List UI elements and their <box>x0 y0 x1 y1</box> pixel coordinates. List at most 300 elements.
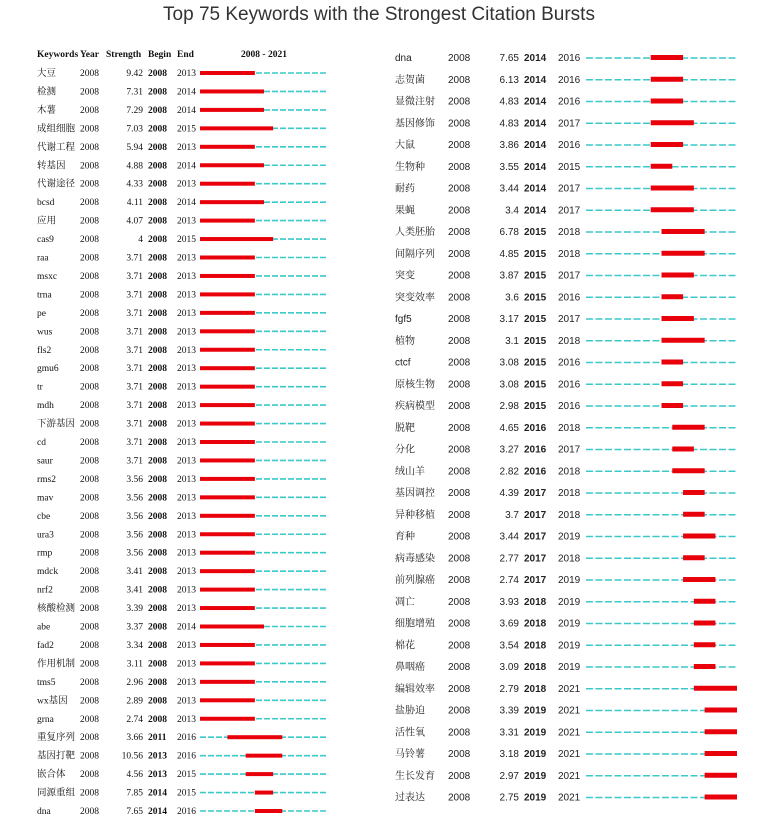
left-keyword: tr <box>37 382 43 393</box>
left-strength: 2.96 <box>126 677 143 688</box>
left-keyword: 代谢途径 <box>37 179 76 190</box>
header-year: Year <box>80 50 99 60</box>
right-year: 2008 <box>448 596 471 608</box>
right-keyword: 脱靶 <box>395 422 415 434</box>
right-year: 2008 <box>448 422 471 434</box>
left-begin: 2008 <box>148 677 167 688</box>
left-begin: 2008 <box>148 142 167 153</box>
right-end: 2016 <box>558 292 581 304</box>
right-keyword: 过表达 <box>395 792 425 804</box>
left-burst-bar <box>200 661 255 665</box>
left-end: 2016 <box>177 733 196 744</box>
right-year: 2008 <box>448 248 471 260</box>
left-strength: 3.56 <box>126 474 143 485</box>
left-year: 2008 <box>80 87 99 98</box>
right-begin: 2014 <box>524 161 547 173</box>
left-begin: 2008 <box>148 198 167 209</box>
right-strength: 2.77 <box>499 553 519 565</box>
right-end: 2021 <box>558 705 581 717</box>
left-begin: 2008 <box>148 530 167 541</box>
left-keyword: 基因打靶 <box>37 751 76 762</box>
left-burst-bar <box>200 311 255 315</box>
right-begin: 2016 <box>524 422 547 434</box>
right-year: 2008 <box>448 96 471 108</box>
right-begin: 2014 <box>524 118 547 130</box>
left-end: 2013 <box>177 382 196 393</box>
left-keyword: cd <box>37 438 46 448</box>
right-end: 2016 <box>558 379 581 391</box>
left-keyword: 应用 <box>37 216 57 227</box>
left-keyword: mdck <box>37 567 59 578</box>
left-year: 2008 <box>80 308 99 319</box>
right-end: 2019 <box>558 531 581 543</box>
left-burst-bar <box>255 809 282 813</box>
right-burst-bar <box>694 621 716 626</box>
left-begin: 2008 <box>148 253 167 264</box>
left-end: 2013 <box>177 511 196 522</box>
right-keyword: 基因调控 <box>395 488 435 499</box>
chart-title: Top 75 Keywords with the Strongest Citation Bursts <box>163 4 595 25</box>
right-keyword: 编辑效率 <box>395 683 435 695</box>
left-begin: 2008 <box>148 382 167 393</box>
right-year: 2008 <box>448 444 471 456</box>
left-keyword: gmu6 <box>37 364 59 375</box>
header-strength: Strength <box>106 50 142 60</box>
right-keyword: 基因修饰 <box>395 118 435 130</box>
left-year: 2008 <box>80 677 99 688</box>
left-begin: 2008 <box>148 714 167 725</box>
left-begin: 2014 <box>148 788 167 799</box>
left-strength: 3.71 <box>126 327 143 338</box>
right-burst-bar <box>705 795 737 800</box>
left-year: 2008 <box>80 345 99 356</box>
right-begin: 2014 <box>524 140 547 151</box>
left-keyword: tms5 <box>37 677 56 688</box>
right-begin: 2017 <box>524 509 547 521</box>
left-keyword: grna <box>37 714 54 725</box>
left-keyword: wx基因 <box>37 696 68 707</box>
left-strength: 3.71 <box>126 290 143 301</box>
left-year: 2008 <box>80 271 99 282</box>
right-burst-bar <box>683 577 715 582</box>
left-strength: 3.56 <box>126 511 143 522</box>
right-begin: 2018 <box>524 662 547 673</box>
left-year: 2008 <box>80 622 99 633</box>
right-burst-bar <box>662 381 684 386</box>
left-end: 2013 <box>177 604 196 615</box>
left-end: 2013 <box>177 456 196 467</box>
right-end: 2019 <box>558 575 581 586</box>
right-begin: 2017 <box>524 531 547 543</box>
right-end: 2016 <box>558 401 581 412</box>
left-begin: 2008 <box>148 235 167 246</box>
left-strength: 3.56 <box>126 548 143 559</box>
left-begin: 2013 <box>148 770 167 781</box>
right-end: 2017 <box>558 183 581 195</box>
right-burst-bar <box>694 599 716 604</box>
right-begin: 2015 <box>524 270 547 282</box>
right-burst-bar <box>651 164 673 169</box>
right-strength: 4.85 <box>499 248 519 260</box>
right-begin: 2018 <box>524 596 547 608</box>
right-strength: 4.65 <box>499 422 519 434</box>
left-burst-bar <box>246 754 283 758</box>
left-end: 2013 <box>177 696 196 707</box>
right-keyword: 生长发育 <box>395 770 435 782</box>
left-burst-bar <box>200 698 255 702</box>
left-keyword: msxc <box>37 271 58 282</box>
left-end: 2013 <box>177 493 196 504</box>
left-keyword: saur <box>37 456 53 467</box>
right-keyword: 显微注射 <box>395 96 435 108</box>
right-end: 2019 <box>558 662 581 673</box>
right-year: 2008 <box>448 509 471 521</box>
left-begin: 2008 <box>148 622 167 633</box>
left-burst-bar <box>200 126 273 130</box>
left-end: 2014 <box>177 161 196 172</box>
left-begin: 2008 <box>148 474 167 485</box>
right-year: 2008 <box>448 161 471 173</box>
right-end: 2016 <box>558 74 581 86</box>
right-strength: 6.13 <box>499 74 519 86</box>
right-strength: 2.74 <box>499 575 519 586</box>
left-begin: 2008 <box>148 401 167 412</box>
right-begin: 2018 <box>524 618 547 630</box>
right-strength: 3.7 <box>505 509 519 521</box>
right-end: 2018 <box>558 488 581 499</box>
right-end: 2016 <box>558 140 581 151</box>
left-keyword: pe <box>37 308 46 319</box>
left-year: 2008 <box>80 105 99 116</box>
right-burst-bar <box>662 229 705 234</box>
right-year: 2008 <box>448 792 471 804</box>
left-strength: 3.56 <box>126 530 143 541</box>
right-strength: 7.65 <box>499 53 519 64</box>
left-begin: 2008 <box>148 419 167 430</box>
right-begin: 2015 <box>524 357 547 369</box>
left-burst-bar <box>200 108 264 112</box>
left-year: 2008 <box>80 696 99 707</box>
left-strength: 4.88 <box>126 161 143 172</box>
right-begin: 2015 <box>524 401 547 412</box>
left-burst-bar <box>200 274 255 278</box>
right-year: 2008 <box>448 749 471 760</box>
header-range: 2008 - 2021 <box>241 50 287 60</box>
right-year: 2008 <box>448 770 471 782</box>
right-begin: 2017 <box>524 488 547 499</box>
left-burst-bar <box>200 625 264 629</box>
left-strength: 3.71 <box>126 456 143 467</box>
left-burst-bar <box>200 422 255 426</box>
left-end: 2013 <box>177 438 196 448</box>
right-keyword: 耐药 <box>395 183 415 195</box>
right-begin: 2016 <box>524 466 547 478</box>
right-year: 2008 <box>448 662 471 673</box>
left-year: 2008 <box>80 235 99 246</box>
left-end: 2013 <box>177 253 196 264</box>
left-burst-bar <box>200 588 255 592</box>
left-strength: 3.41 <box>126 567 143 578</box>
left-year: 2008 <box>80 751 99 762</box>
right-strength: 3.1 <box>505 335 519 347</box>
right-strength: 4.83 <box>499 118 519 130</box>
right-year: 2008 <box>448 683 471 695</box>
left-burst-bar <box>200 385 255 389</box>
right-burst-bar <box>651 99 683 104</box>
right-begin: 2019 <box>524 749 547 760</box>
left-strength: 3.71 <box>126 364 143 375</box>
left-strength: 3.71 <box>126 345 143 356</box>
right-begin: 2015 <box>524 314 547 325</box>
left-strength: 3.71 <box>126 419 143 430</box>
right-burst-bar <box>672 468 704 473</box>
left-burst-bar <box>200 458 255 462</box>
right-year: 2008 <box>448 270 471 282</box>
right-keyword: ctcf <box>395 357 411 369</box>
left-burst-bar <box>200 145 255 149</box>
right-year: 2008 <box>448 466 471 478</box>
left-begin: 2008 <box>148 161 167 172</box>
left-begin: 2008 <box>148 271 167 282</box>
left-begin: 2008 <box>148 216 167 227</box>
right-end: 2017 <box>558 270 581 282</box>
left-begin: 2008 <box>148 87 167 98</box>
left-keyword: fls2 <box>37 345 52 356</box>
right-end: 2021 <box>558 770 581 782</box>
left-begin: 2008 <box>148 585 167 596</box>
left-burst-bar <box>200 569 255 573</box>
right-year: 2008 <box>448 118 471 130</box>
left-strength: 9.42 <box>126 69 143 79</box>
right-begin: 2014 <box>524 96 547 108</box>
left-end: 2013 <box>177 567 196 578</box>
right-end: 2016 <box>558 53 581 64</box>
right-end: 2018 <box>558 335 581 347</box>
left-year: 2008 <box>80 604 99 615</box>
left-begin: 2008 <box>148 290 167 301</box>
right-end: 2016 <box>558 357 581 369</box>
left-year: 2008 <box>80 401 99 412</box>
left-year: 2008 <box>80 327 99 338</box>
right-strength: 3.31 <box>499 727 519 739</box>
left-end: 2013 <box>177 677 196 688</box>
right-begin: 2017 <box>524 553 547 565</box>
left-end: 2013 <box>177 290 196 301</box>
left-burst-bar <box>200 495 255 499</box>
left-burst-bar <box>200 366 255 370</box>
right-begin: 2017 <box>524 575 547 586</box>
left-end: 2014 <box>177 622 196 633</box>
left-year: 2008 <box>80 290 99 301</box>
left-year: 2008 <box>80 382 99 393</box>
left-strength: 3.41 <box>126 585 143 596</box>
right-strength: 3.55 <box>499 161 519 173</box>
left-begin: 2008 <box>148 511 167 522</box>
right-end: 2019 <box>558 640 581 652</box>
left-end: 2013 <box>177 548 196 559</box>
right-year: 2008 <box>448 183 471 195</box>
left-keyword: 核酸检测 <box>37 604 76 615</box>
right-year: 2008 <box>448 53 471 64</box>
right-strength: 2.75 <box>499 792 519 804</box>
right-keyword: 凋亡 <box>395 596 415 608</box>
left-strength: 7.03 <box>126 124 143 135</box>
left-strength: 7.29 <box>126 105 143 116</box>
right-year: 2008 <box>448 74 471 86</box>
left-burst-bar <box>200 348 255 352</box>
right-keyword: 细胞增殖 <box>395 618 435 630</box>
left-strength: 3.34 <box>126 640 143 651</box>
left-strength: 2.74 <box>126 714 143 725</box>
left-end: 2013 <box>177 271 196 282</box>
left-year: 2008 <box>80 216 99 227</box>
left-year: 2008 <box>80 567 99 578</box>
right-strength: 3.69 <box>499 618 519 630</box>
left-end: 2013 <box>177 714 196 725</box>
right-end: 2015 <box>558 161 581 173</box>
left-burst-bar <box>200 643 255 647</box>
right-strength: 2.79 <box>499 683 519 695</box>
left-year: 2008 <box>80 474 99 485</box>
right-year: 2008 <box>448 531 471 543</box>
right-strength: 2.97 <box>499 770 519 782</box>
left-end: 2013 <box>177 474 196 485</box>
right-keyword: 盐胁迫 <box>395 705 425 717</box>
left-keyword: bcsd <box>37 198 55 209</box>
left-burst-bar <box>200 717 255 721</box>
right-strength: 3.6 <box>505 292 519 304</box>
header-end: End <box>177 50 194 60</box>
right-strength: 4.39 <box>499 488 519 499</box>
right-end: 2017 <box>558 314 581 325</box>
left-keyword: wus <box>37 327 53 338</box>
right-begin: 2015 <box>524 335 547 347</box>
left-end: 2013 <box>177 216 196 227</box>
right-begin: 2019 <box>524 770 547 782</box>
left-strength: 5.94 <box>126 142 143 153</box>
right-keyword: 鼻咽癌 <box>395 662 425 673</box>
left-keyword: fad2 <box>37 640 54 651</box>
right-burst-bar <box>662 316 694 321</box>
left-year: 2008 <box>80 364 99 375</box>
left-keyword: rmp <box>37 548 53 559</box>
left-strength: 4.56 <box>126 770 143 781</box>
right-year: 2008 <box>448 205 471 217</box>
left-year: 2008 <box>80 807 99 817</box>
right-burst-bar <box>694 642 716 647</box>
right-year: 2008 <box>448 292 471 304</box>
right-end: 2018 <box>558 248 581 260</box>
left-keyword: cbe <box>37 511 51 522</box>
left-keyword: nrf2 <box>37 585 53 596</box>
left-year: 2008 <box>80 179 99 190</box>
left-begin: 2008 <box>148 124 167 135</box>
left-keyword: 成组细胞 <box>37 124 76 135</box>
left-burst-bar <box>200 440 255 444</box>
right-begin: 2015 <box>524 292 547 304</box>
left-begin: 2008 <box>148 345 167 356</box>
left-strength: 3.11 <box>126 659 143 670</box>
left-end: 2013 <box>177 640 196 651</box>
left-end: 2014 <box>177 198 196 209</box>
right-strength: 3.17 <box>499 314 519 325</box>
right-keyword: fgf5 <box>395 314 412 325</box>
left-begin: 2008 <box>148 69 167 79</box>
right-end: 2021 <box>558 792 581 804</box>
left-burst-bar <box>200 219 255 223</box>
left-keyword: rms2 <box>37 474 56 485</box>
right-begin: 2015 <box>524 379 547 391</box>
left-keyword: 嵌合体 <box>37 770 66 781</box>
left-year: 2008 <box>80 530 99 541</box>
right-begin: 2014 <box>524 74 547 86</box>
left-end: 2015 <box>177 788 196 799</box>
right-end: 2018 <box>558 466 581 478</box>
left-begin: 2008 <box>148 548 167 559</box>
right-burst-bar <box>705 773 737 778</box>
right-year: 2008 <box>448 727 471 739</box>
left-burst-bar <box>200 680 255 684</box>
left-keyword: dna <box>37 807 51 817</box>
right-begin: 2019 <box>524 727 547 739</box>
left-end: 2016 <box>177 751 196 762</box>
left-begin: 2008 <box>148 456 167 467</box>
right-keyword: 异种移植 <box>395 509 435 521</box>
left-strength: 3.56 <box>126 493 143 504</box>
header-keywords: Keywords <box>37 50 79 60</box>
right-keyword: 马铃薯 <box>395 749 425 760</box>
left-year: 2008 <box>80 419 99 430</box>
right-keyword: 突变效率 <box>395 292 435 304</box>
left-year: 2008 <box>80 69 99 79</box>
left-strength: 7.85 <box>126 788 143 799</box>
left-keyword: 木薯 <box>37 105 57 116</box>
right-end: 2017 <box>558 205 581 217</box>
right-strength: 4.83 <box>499 96 519 108</box>
right-end: 2019 <box>558 618 581 630</box>
left-end: 2013 <box>177 585 196 596</box>
right-burst-bar <box>662 360 684 365</box>
left-strength: 3.71 <box>126 382 143 393</box>
right-strength: 3.09 <box>499 662 519 673</box>
left-end: 2015 <box>177 235 196 246</box>
right-keyword: 生物种 <box>395 161 425 173</box>
left-keyword: mav <box>37 493 54 504</box>
right-burst-bar <box>651 186 694 191</box>
left-strength: 2.89 <box>126 696 143 707</box>
right-burst-bar <box>662 251 705 256</box>
left-end: 2013 <box>177 345 196 356</box>
right-end: 2018 <box>558 553 581 565</box>
right-keyword: 原核生物 <box>395 379 435 391</box>
left-burst-bar <box>200 329 255 333</box>
left-begin: 2008 <box>148 659 167 670</box>
left-burst-bar <box>200 403 255 407</box>
right-burst-bar <box>694 686 737 691</box>
right-begin: 2019 <box>524 792 547 804</box>
left-strength: 3.71 <box>126 401 143 412</box>
left-burst-bar <box>200 163 264 167</box>
left-strength: 10.56 <box>121 751 143 762</box>
right-end: 2021 <box>558 727 581 739</box>
right-year: 2008 <box>448 705 471 717</box>
right-end: 2018 <box>558 422 581 434</box>
right-year: 2008 <box>448 401 471 412</box>
right-burst-bar <box>651 207 694 212</box>
right-burst-bar <box>672 425 704 430</box>
left-year: 2008 <box>80 253 99 264</box>
left-begin: 2008 <box>148 179 167 190</box>
